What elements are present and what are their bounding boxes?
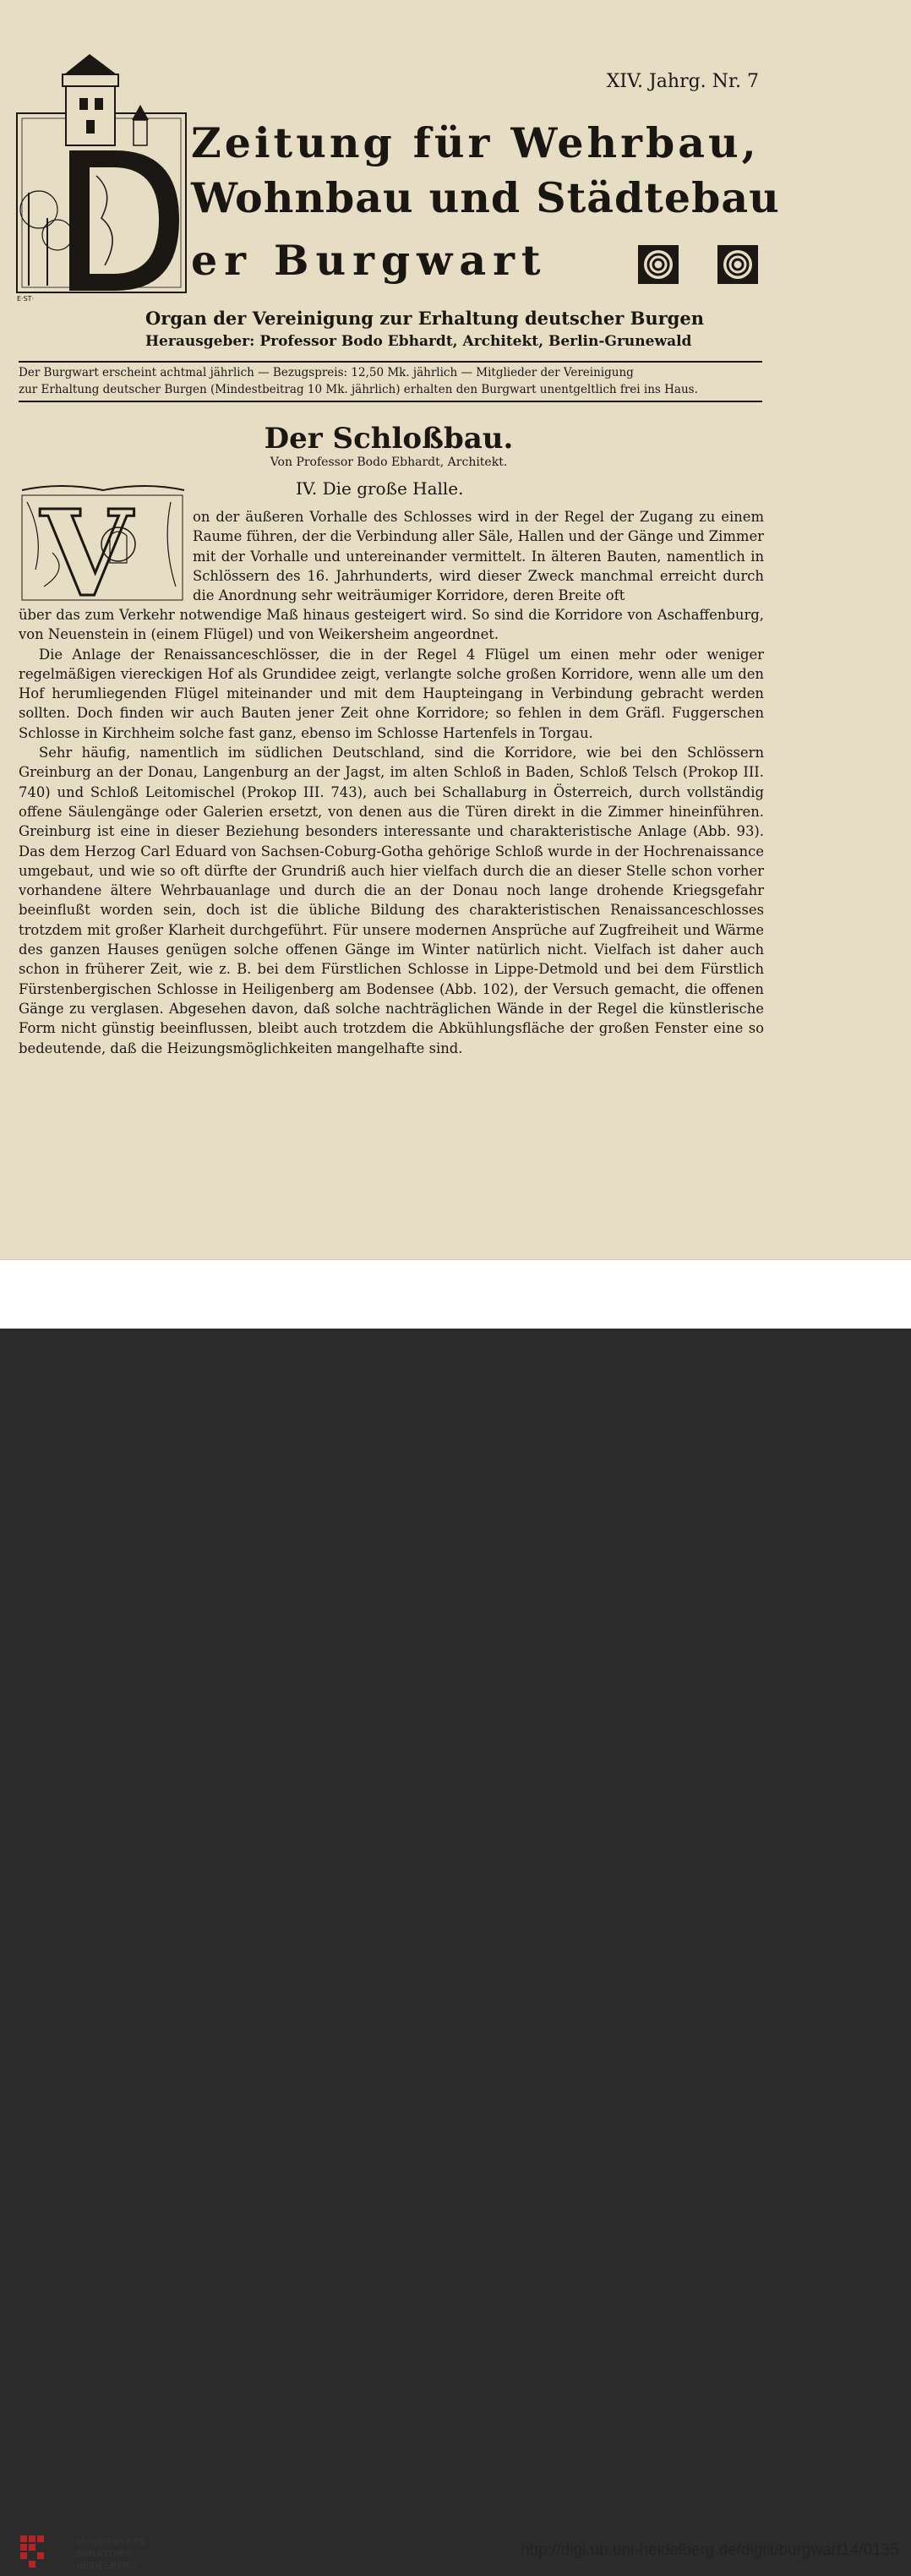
university-seal-icon [17, 2532, 68, 2576]
paragraph-1-continued: über das zum Verkehr notwendige Maß hinaus gesteigert wird. So sind die Korridore von Aschaffenburg, von Neuenstein in (einem Flügel) und von Weikersheim angeordnet. [19, 607, 764, 643]
source-url-link[interactable]: http://digi.ub.uni-heidelberg.de/diglit/burgwart14/0135 [521, 2541, 899, 2559]
monogram: E·ST· [17, 295, 35, 303]
paragraph-3: Sehr häufig, namentlich im südlichen Deutschland, sind die Korridore, wie bei den Schlössern Greinburg an der Donau, Langenburg an der Jagst, im alten Schloß in Baden, Schloß Telsch (Prokop III. 740) und Schloß Leitomischel (Prokop III. 743), auch bei Schallaburg in Österreich, durch vollständig offene Säulengänge oder Galerien ersetzt, von denen aus die Türen direkt in die Zimmer hineinführen. Greinburg ist eine in dieser Beziehung besonders interessante und charakteristische Anlage (Abb. 93). Das dem Herzog Carl Eduard von Sachsen-Coburg-Gotha gehörige Schloß wurde in der Hochrenaissance umgebaut, und wie so oft dürfte der Grundriß auch hier vielfach durch die an dieser Stelle schon vorher vorhandene ältere Wehrbauanlage und durch die an der Donau noch lange drohende Kriegsgefahr beeinflußt worden sein, doch ist die übliche Bildung des charakteristischen Renaissanceschlosses trotzdem mit großer Klarheit durchgeführt. Für unsere modernen Ansprüche auf Zugfreiheit und Wärme des ganzen Hauses genügen solche offenen Gänge im Winter natürlich nicht. Vielfach ist daher auch schon in früherer Zeit, wie z. B. bei dem Fürstlichen Schlosse in Lippe-Detmold und bei dem Fürstlich Fürstenbergischen Schlosse in Heiligenberg am Bodensee (Abb. 102), der Versuch gemacht, die offenen Gänge zu verglasen. Abgesehen davon, daß solche nachträglichen Wände in der Regel die künstlerische Form nicht günstig beeinflussen, bleibt auch trotzdem die Abkühlungsfläche der großen Fenster eine so bedeutende, daß die Heizungsmöglichkeiten mangelhafte sind. [19, 745, 764, 1056]
masthead-title-line-3: er Burgwart [191, 236, 548, 285]
rose-ornament-icon [637, 244, 679, 285]
paragraph-2: Die Anlage der Renaissanceschlösser, die in der Regel 4 Flügel um einen mehr oder weniger regelmäßigen viereckigen Hof als Grundidee zeigt, verlangte solche großen Korridore, wenn alle um den Hof herumliegenden Flügel miteinander und mit dem Haupteingang in Verbindung gebracht werden sollten. Doch finden wir auch Bauten jener Zeit ohne Korridore; so fehlen in dem Gräfl. Fuggerschen Schlosse in Kirchheim solche fast ganz, ebenso im Schlosse Hartenfels in Torgau. [19, 646, 764, 741]
rose-ornament-icon [717, 244, 759, 285]
publisher-line: Herausgeber: Professor Bodo Ebhardt, Architekt, Berlin-Grunewald [145, 333, 692, 350]
initial-letter: V [41, 485, 133, 603]
divider [19, 401, 762, 402]
subscription-notice-line-2: zur Erhaltung deutscher Burgen (Mindestbeitrag 10 Mk. jährlich) erhalten den Burgwart unentgeltlich frei ins Haus. [19, 383, 698, 396]
scanned-page [0, 0, 911, 1259]
masthead-title-line-1: Zeitung für Wehrbau, [191, 118, 760, 167]
institution-line: UNIVERSITÄTS- [76, 2537, 148, 2547]
institution-name [76, 2536, 147, 2572]
footer-bar [0, 1259, 911, 2571]
subscription-notice-line-1: Der Burgwart erscheint achtmal jährlich — Bezugspreis: 12,50 Mk. jährlich — Mitglieder der Vereinigung [19, 366, 634, 379]
article-byline: Von Professor Bodo Ebhardt, Architekt. [270, 456, 508, 469]
institution-line: HEIDELBERG [76, 2561, 138, 2571]
masthead-illustration [14, 49, 199, 303]
institution-line: BIBLIOTHEK [76, 2549, 134, 2559]
organ-subtitle: Organ der Vereinigung zur Erhaltung deutscher Burgen [145, 308, 704, 329]
article-title: Der Schloßbau. [264, 422, 514, 456]
paragraph-1: on der äußeren Vorhalle des Schlosses wird in der Regel der Zugang zu einem Raume führen, der die Verbindung aller Säle, Hallen und der Gänge und Zimmer mit der Vorhalle und untereinander vermittelt. In älteren Bauten, namentlich in Schlössern des 16. Jahrhunderts, wird dieser Zweck manchmal erreicht durch die Anordnung sehr weiträumiger Korridore, deren Breite oft [193, 509, 764, 604]
article-body [19, 605, 764, 1058]
masthead-title-line-2: Wohnbau und Städtebau [191, 173, 780, 222]
divider [19, 361, 762, 363]
section-heading: IV. Die große Halle. [296, 478, 464, 499]
issue-number: XIV. Jahrg. Nr. 7 [606, 71, 759, 92]
decorated-initial [19, 485, 188, 603]
